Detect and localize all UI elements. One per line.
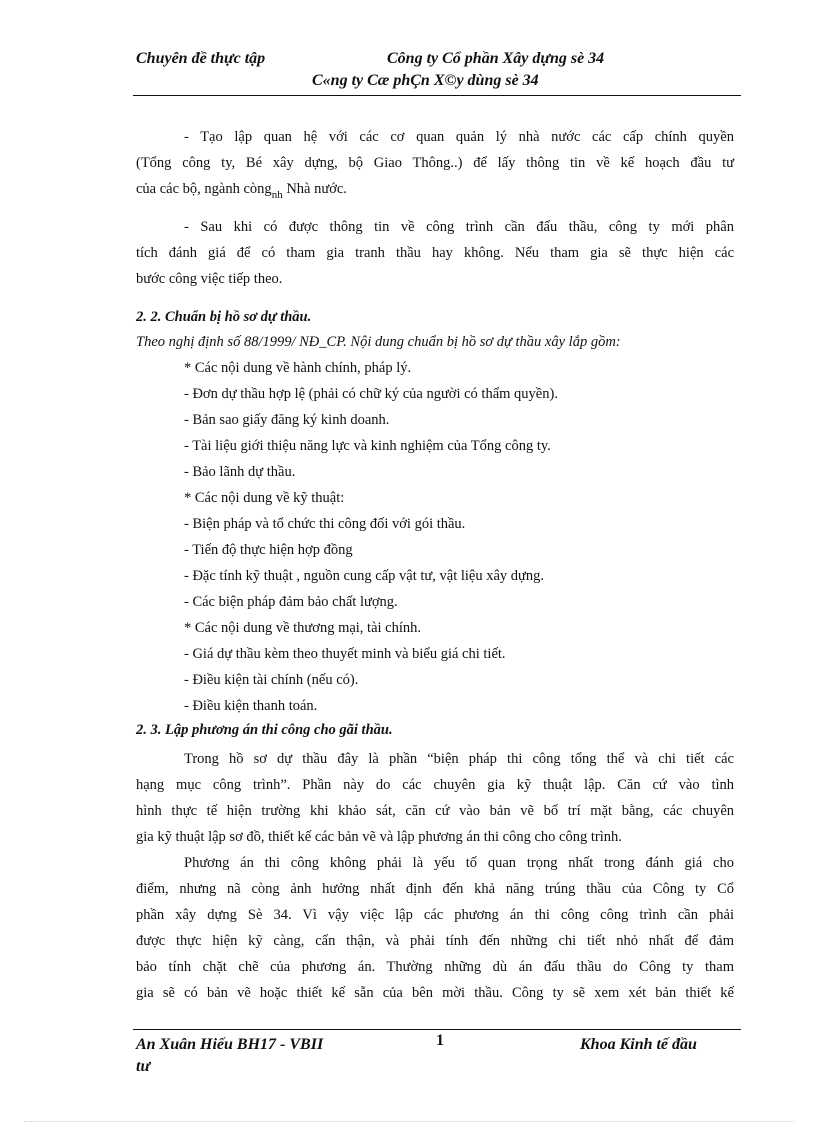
section22-heading: 2. 2. Chuẩn bị hồ sơ dự thầu. xyxy=(136,309,312,325)
header-line2: C«ng ty Cæ phÇn X©y dùng sè 34 xyxy=(312,72,539,89)
section23-para2-line: phần xây dựng Sè 34. Vì vậy việc lập các phương án thi công công trình cần phải xyxy=(136,907,734,923)
list-item: * Các nội dung về thương mại, tài chính. xyxy=(184,620,422,636)
page-number: 1 xyxy=(436,1032,444,1049)
list-item: - Đơn dự thầu hợp lệ (phải có chữ ký của người có thẩm quyền). xyxy=(184,386,558,402)
section23-heading: 2. 3. Lập phương án thi công cho gãi thầu. xyxy=(136,722,393,738)
section23-para2-line: Phương án thi công không phải là yếu tố quan trọng nhất trong đánh giá cho xyxy=(184,855,734,871)
para1-line3-a: của các bộ, ngành còng xyxy=(136,181,272,197)
footer-author-cont: tư xyxy=(136,1058,151,1075)
page-edge-divider xyxy=(24,1121,794,1122)
list-item: - Giá dự thầu kèm theo thuyết minh và biểu giá chi tiết. xyxy=(184,646,506,662)
header-left: Chuyên đề thực tập xyxy=(136,50,266,67)
list-item: - Biện pháp và tổ chức thi công đối với gói thầu. xyxy=(184,516,466,532)
para1-line2: (Tổng công ty, Bé xây dựng, bộ Giao Thông..) để lấy thông tin về kế hoạch đầu tư xyxy=(136,155,734,171)
section23-para1-line: hình thực tế hiện trường khi khảo sát, căn cứ vào bản vẽ bố trí mặt bằng, các chuyên xyxy=(136,803,734,819)
section23-para2-line: bảo tính chặt chẽ của phương án. Thường những dù án đấu thầu do Công ty tham xyxy=(136,959,734,975)
footer-author: An Xuân Hiếu BH17 - VBII xyxy=(136,1036,324,1053)
list-item: - Bảo lãnh dự thầu. xyxy=(184,464,296,480)
list-item: - Điều kiện tài chính (nếu có). xyxy=(184,672,359,688)
para2-line2: tích đánh giá để có tham gia tranh thầu hay không. Nếu tham gia sẽ thực hiện các xyxy=(136,245,734,261)
list-item: - Điều kiện thanh toán. xyxy=(184,698,318,714)
footer-rule xyxy=(133,1029,741,1030)
para2-line3: bước công việc tiếp theo. xyxy=(136,271,283,287)
list-item: - Tiến độ thực hiện hợp đồng xyxy=(184,542,353,558)
section23-para2-line: được thực hiện kỹ càng, cẩn thận, và phải tính đến những chi tiết nhỏ nhất để đảm xyxy=(136,933,734,949)
section23-para2-line: điểm, nhưng nã còng ảnh hưởng nhất định đến khả năng trúng thầu của Công ty Cổ xyxy=(136,881,734,897)
para1-line3-b: Nhà nước. xyxy=(282,181,347,197)
list-item: * Các nội dung về hành chính, pháp lý. xyxy=(184,360,412,376)
list-item: - Bản sao giấy đăng ký kinh doanh. xyxy=(184,412,390,428)
section23-para2-line: gia sẽ có bản vẽ hoặc thiết kế sẵn của bên mời thầu. Công ty sẽ xem xét bản thiết kế xyxy=(136,985,734,1001)
para1-line1: - Tạo lập quan hệ với các cơ quan quản lý nhà nước các cấp chính quyền xyxy=(184,129,734,145)
list-item: - Các biện pháp đảm bảo chất lượng. xyxy=(184,594,398,610)
list-item: * Các nội dung về kỹ thuật: xyxy=(184,490,345,506)
list-item: - Tài liệu giới thiệu năng lực và kinh nghiệm của Tổng công ty. xyxy=(184,438,551,454)
section23-para1-line: hạng mục công trình”. Phần này do các chuyên gia kỹ thuật lập. Căn cứ vào tình xyxy=(136,777,734,793)
header-center: Công ty Cổ phần Xây dựng sè 34 xyxy=(387,50,605,67)
para1-line3-sub: nh xyxy=(271,189,283,201)
section23-para1-line: gia kỹ thuật lập sơ đồ, thiết kế các bản vẽ và lập phương án thi công cho công trình. xyxy=(136,829,622,845)
section22-intro: Theo nghị định số 88/1999/ NĐ_CP. Nội dung chuẩn bị hồ sơ dự thầu xây lắp gồm: xyxy=(136,334,621,350)
footer-department: Khoa Kinh tế đầu xyxy=(580,1036,697,1053)
header-rule xyxy=(133,95,741,96)
para1-line3 xyxy=(136,176,734,203)
para2-line1: - Sau khi có được thông tin về công trình cần đấu thầu, công ty mới phân xyxy=(184,219,734,235)
section23-para1-line: Trong hồ sơ dự thầu đây là phần “biện pháp thi công tổng thể và chi tiết các xyxy=(184,751,734,767)
list-item: - Đặc tính kỹ thuật , nguồn cung cấp vật tư, vật liệu xây dựng. xyxy=(184,568,545,584)
